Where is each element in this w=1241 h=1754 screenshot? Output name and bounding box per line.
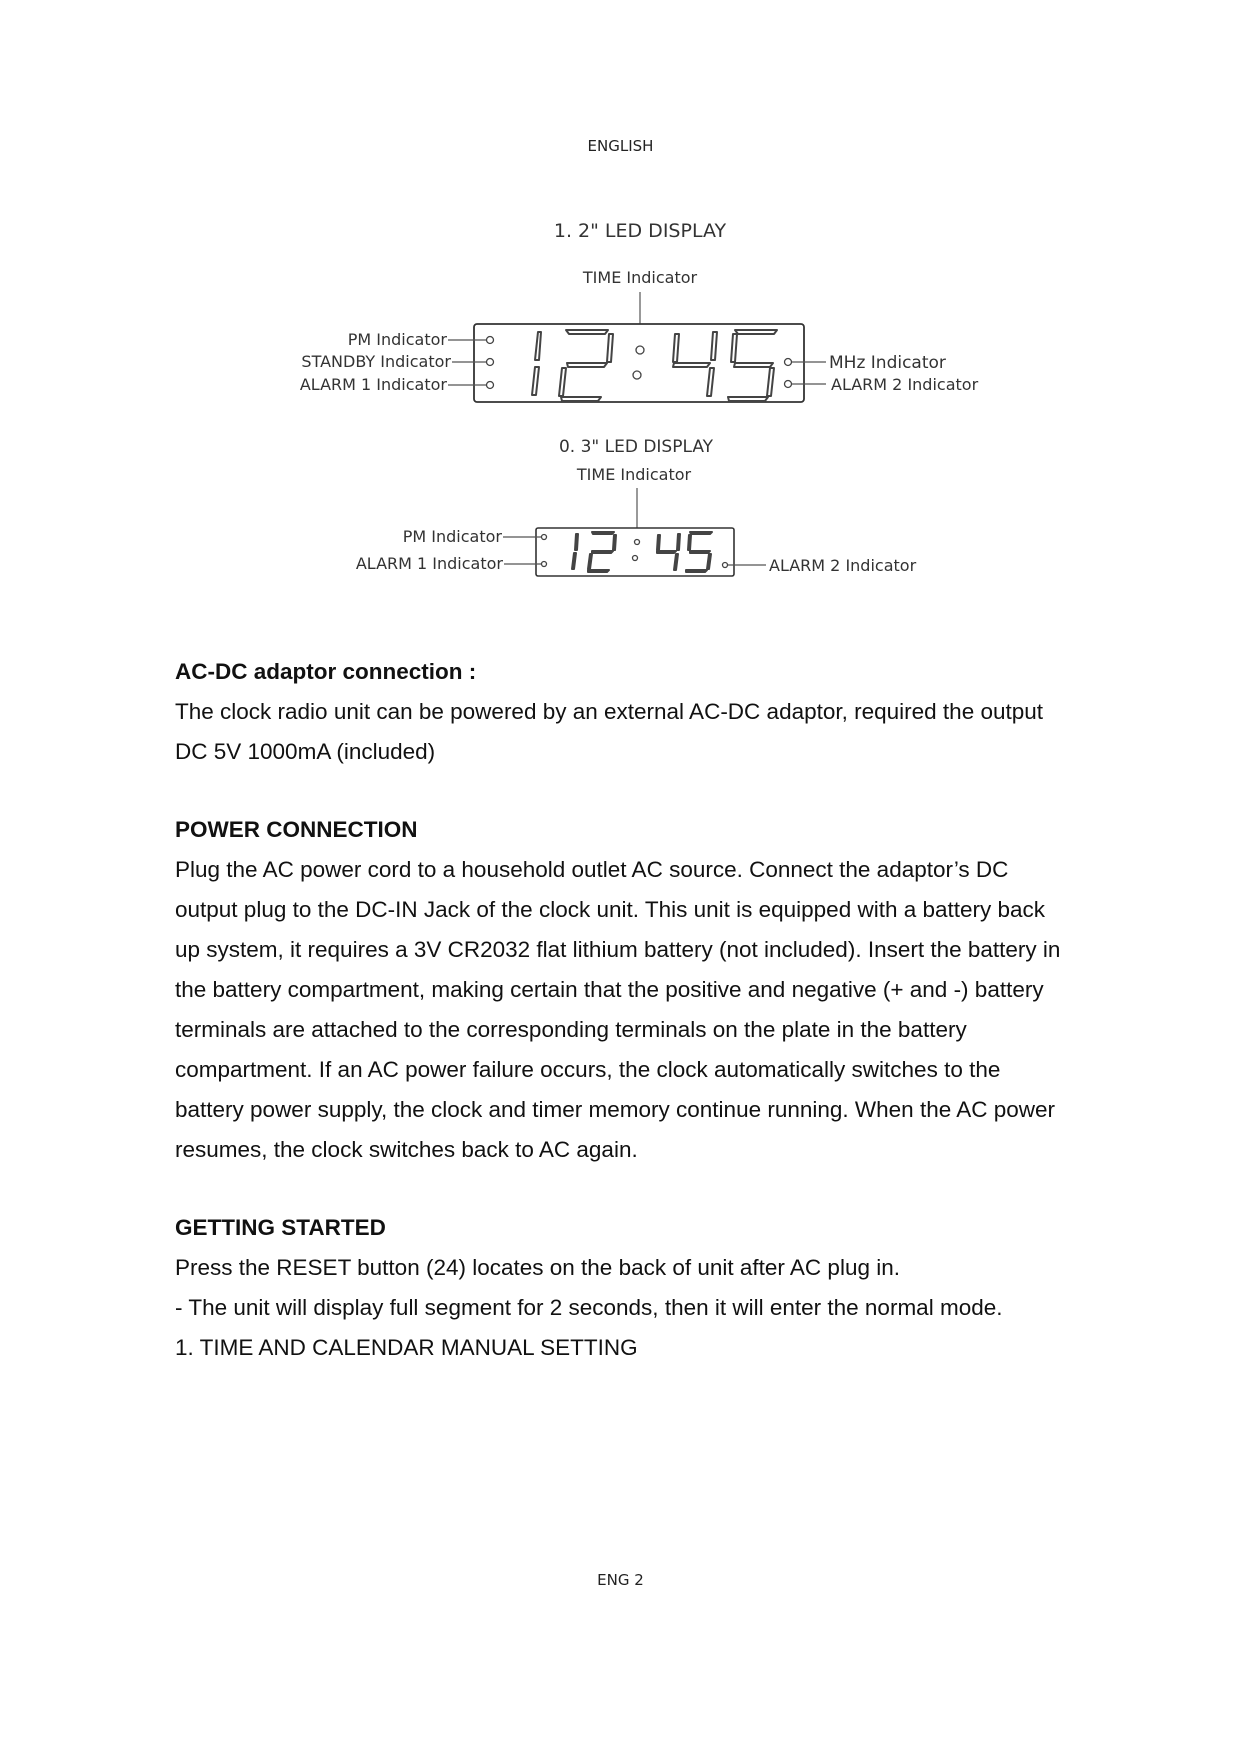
large-colon-top [636,346,644,354]
large-alarm2-dot [785,381,792,388]
getting-started-section [175,1208,1105,1368]
large-display-title: 1. 2" LED DISPLAY [553,220,727,242]
large-standby-indicator-label: STANDBY Indicator [301,352,451,371]
adaptor-heading: AC-DC adaptor connection : [175,659,477,684]
small-alarm1-dot [542,562,547,567]
small-colon-top [635,540,640,545]
power-line: battery power supply, the clock and timer memory continue running. When the AC power [175,1097,1056,1122]
page-number: ENG 2 [597,1571,644,1589]
large-mhz-dot [785,359,792,366]
power-line: terminals are attached to the corresponding terminals on the plate in the battery [175,1017,967,1042]
small-colon-bottom [633,556,638,561]
large-alarm1-dot [487,382,494,389]
small-alarm2-dot [723,563,728,568]
large-display-time-indicator-label: TIME Indicator [582,268,698,287]
large-standby-dot [487,359,494,366]
small-display-title: 0. 3" LED DISPLAY [558,437,714,457]
large-pm-indicator-label: PM Indicator [347,330,447,349]
power-line: up system, it requires a 3V CR2032 flat lithium battery (not included). Insert the battery in [175,937,1061,962]
power-line: resumes, the clock switches back to AC again. [175,1137,638,1162]
page-header-language: ENGLISH [587,137,654,155]
power-line: compartment. If an AC power failure occurs, the clock automatically switches to the [175,1057,1001,1082]
led-display-diagram [0,200,1241,620]
adaptor-line: DC 5V 1000mA (included) [175,739,436,764]
small-alarm1-indicator-label: ALARM 1 Indicator [355,554,503,573]
getting-started-line: - The unit will display full segment for 2 seconds, then it will enter the normal mode. [175,1295,1003,1320]
power-section [175,810,1105,1170]
main-content [175,652,1105,1406]
small-pm-dot [542,535,547,540]
large-alarm1-indicator-label: ALARM 1 Indicator [299,375,447,394]
small-pm-indicator-label: PM Indicator [402,527,502,546]
power-line: the battery compartment, making certain that the positive and negative (+ and -) battery [175,977,1044,1002]
power-line: Plug the AC power cord to a household outlet AC source. Connect the adaptor’s DC [175,857,1009,882]
large-alarm2-indicator-label: ALARM 2 Indicator [831,375,979,394]
power-line: output plug to the DC-IN Jack of the clock unit. This unit is equipped with a battery back [175,897,1046,922]
small-alarm2-indicator-label: ALARM 2 Indicator [769,556,917,575]
getting-started-heading: GETTING STARTED [175,1215,386,1240]
power-heading: POWER CONNECTION [175,817,418,842]
small-display-time-indicator-label: TIME Indicator [576,465,692,484]
adaptor-line: The clock radio unit can be powered by an external AC-DC adaptor, required the output [175,699,1044,724]
large-pm-dot [487,337,494,344]
large-colon-bottom [633,371,641,379]
getting-started-line: 1. TIME AND CALENDAR MANUAL SETTING [175,1335,638,1360]
adaptor-section [175,652,1105,772]
getting-started-line: Press the RESET button (24) locates on the back of unit after AC plug in. [175,1255,900,1280]
large-mhz-indicator-label: MHz Indicator [829,353,946,373]
